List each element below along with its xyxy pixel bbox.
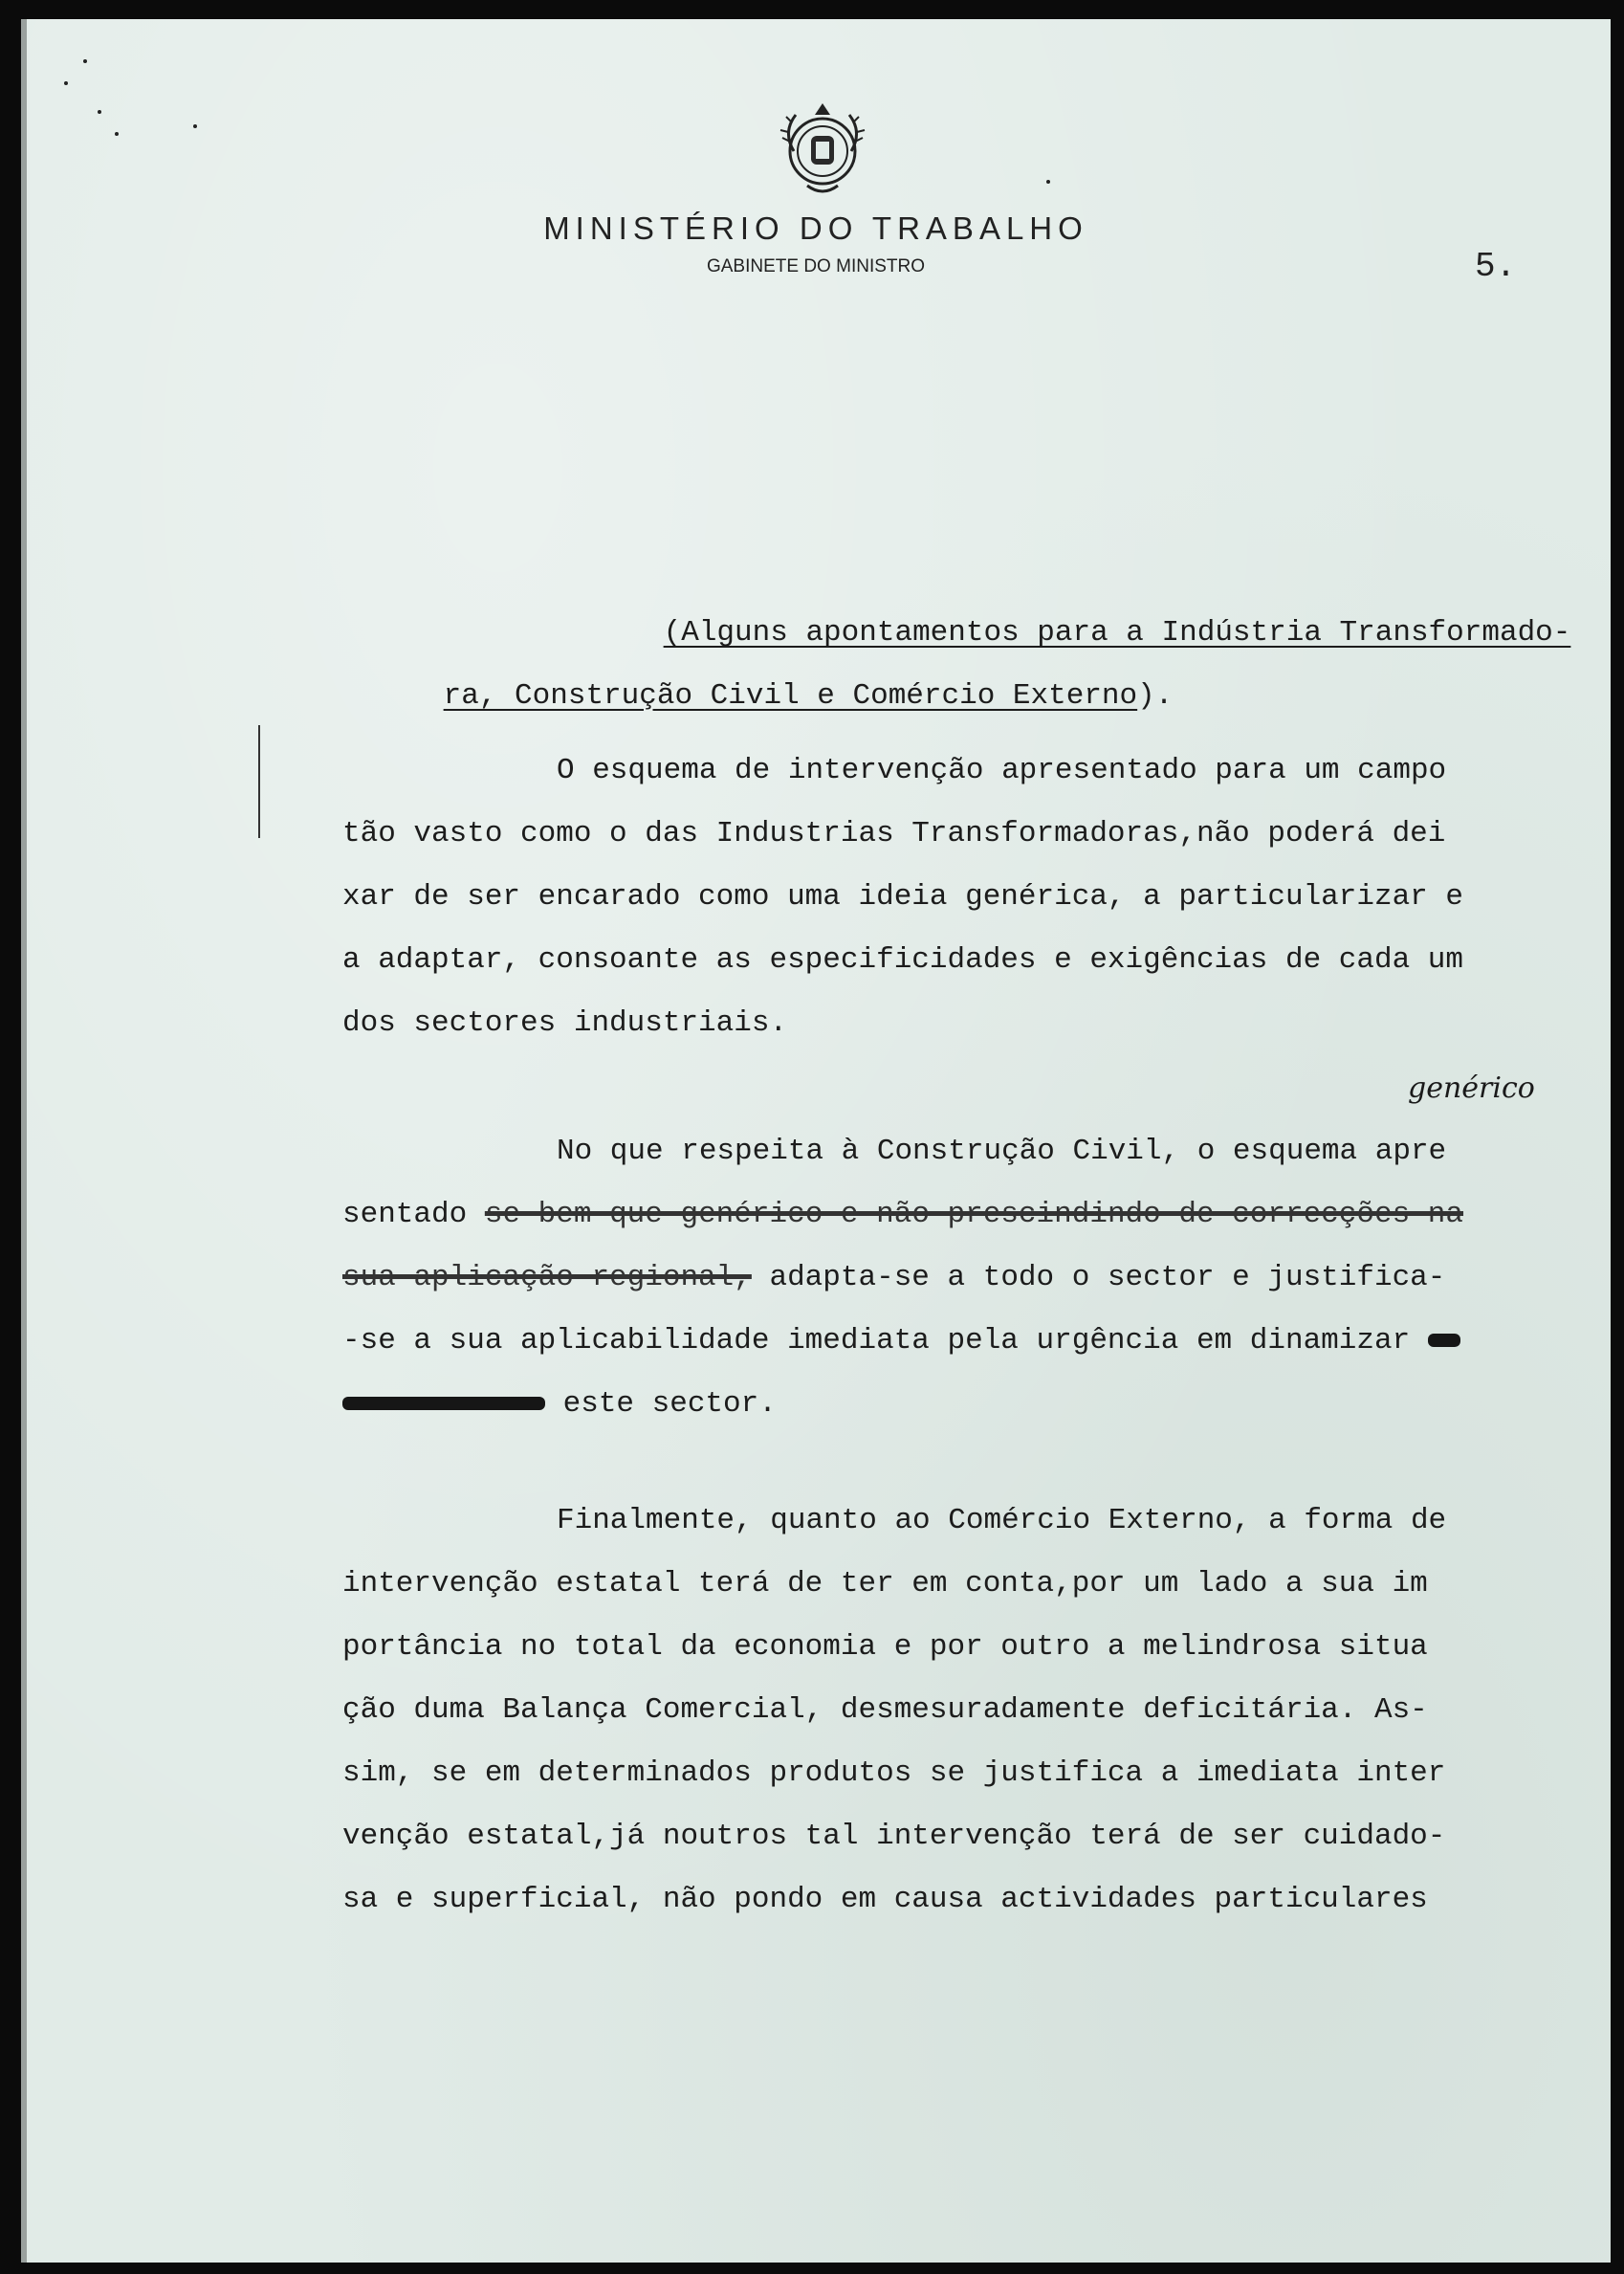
para2-line-5 xyxy=(342,1385,777,1424)
document-page xyxy=(21,19,1611,2263)
para3-line-3: portância no total da economia e por outro a melindrosa situa xyxy=(342,1630,1428,1664)
ink-blot xyxy=(342,1397,545,1410)
para3-line-4: ção duma Balança Comercial, desmesuradamente deficitária. As- xyxy=(342,1693,1428,1727)
para2-line-4 xyxy=(342,1322,1460,1360)
para1-line-1: O esquema de intervenção apresentado para um campo xyxy=(557,754,1447,787)
para2-line-5-text: este sector. xyxy=(562,1387,777,1421)
para3-line-5: sim, se em determinados produtos se justifica a imediata inter xyxy=(342,1756,1446,1790)
document-body xyxy=(21,19,1611,2263)
title-close: ). xyxy=(1137,679,1174,713)
page-number: 5. xyxy=(1475,247,1517,286)
para2-line-3 xyxy=(342,1259,1445,1297)
title-text-2: ra, Construção Civil e Comércio Externo xyxy=(443,679,1138,713)
para3-line-1: Finalmente, quanto ao Comércio Externo, a forma de xyxy=(557,1504,1447,1537)
para3-line-2: intervenção estatal terá de ter em conta,por um lado a sua im xyxy=(342,1567,1428,1601)
para1-line-3: xar de ser encarado como uma ideia genérica, a particularizar e xyxy=(342,880,1463,914)
para1-line-2: tão vasto como o das Industrias Transformadoras,não poderá dei xyxy=(342,817,1446,850)
struck-text-1: se bem que genérico e não prescindindo de correcções na xyxy=(484,1198,1464,1231)
title-line-2 xyxy=(337,639,1173,754)
para2-line-4-text: -se a sua aplicabilidade imediata pela urgência em dinamizar xyxy=(342,1324,1411,1358)
para2-line-3-rest: adapta-se a todo o sector e justifica- xyxy=(751,1261,1446,1294)
title-text-1: (Alguns apontamentos para a Indústria Transformado- xyxy=(663,616,1571,650)
para2-line-2-start: sentado xyxy=(342,1198,468,1231)
para3-line-7: sa e superficial, não pondo em causa actividades particulares xyxy=(342,1883,1428,1916)
struck-text-2: sua aplicação regional, xyxy=(342,1261,752,1294)
para1-line-4: a adaptar, consoante as especificidades e exigências de cada um xyxy=(342,943,1463,977)
para2-line-1: No que respeita à Construção Civil, o esquema apre xyxy=(557,1135,1447,1168)
para1-line-5: dos sectores industriais. xyxy=(342,1006,788,1040)
para3-line-6: venção estatal,já noutros tal intervenção terá de ser cuidado- xyxy=(342,1820,1446,1853)
ink-blot xyxy=(1428,1334,1460,1347)
cabinet-subheading: GABINETE DO MINISTRO xyxy=(706,256,926,276)
handwritten-insert: genérico xyxy=(1408,1071,1535,1105)
para2-line-2 xyxy=(342,1196,1463,1234)
ministry-heading: MINISTÉRIO DO TRABALHO xyxy=(543,210,1088,246)
